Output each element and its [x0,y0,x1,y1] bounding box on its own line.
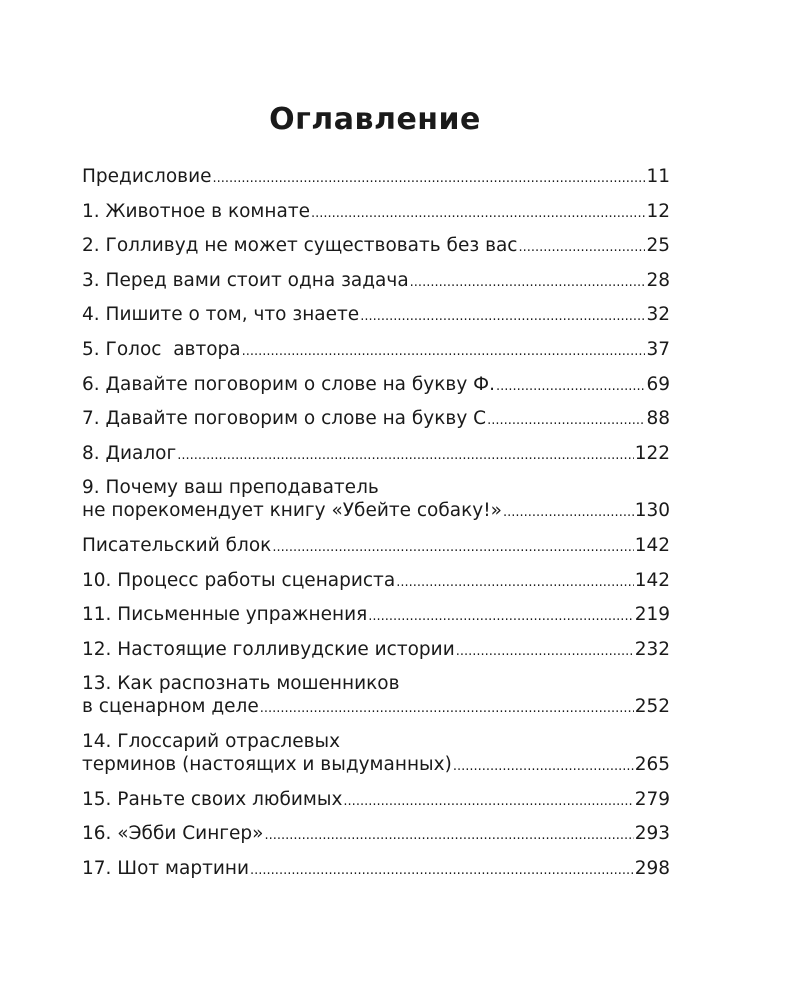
toc-entry-title: Предисловие [82,166,212,187]
dot-leader [242,340,646,363]
toc-line [82,534,670,559]
toc-entry [82,407,670,432]
toc-entry-title: 5. Голос автора [82,338,241,360]
table-of-contents [82,165,670,891]
dot-leader [177,444,633,467]
toc-entry-page: 293 [634,823,670,845]
toc-line [82,603,670,628]
toc-entry-title: 12. Настоящие голливудские истории [82,638,455,660]
dot-leader [360,305,645,328]
toc-line [82,499,670,524]
toc-entry-title-first-line: 13. Как распознать мошенников [82,673,400,695]
toc-entry-page: 252 [634,696,670,718]
dot-leader [272,536,633,559]
dot-leader [518,236,645,259]
toc-entry-title: в сценарном деле [82,696,259,718]
dot-leader [453,755,634,778]
toc-entry [82,476,670,524]
dot-leader [264,824,633,847]
toc-entry-title-first-line: 9. Почему ваш преподаватель [82,477,379,499]
toc-entry-title-first-line: 14. Глоссарий отраслевых [82,730,341,752]
toc-entry-page: 142 [634,534,670,556]
toc-entry-page: 219 [634,604,670,626]
toc-entry-title: терминов (настоящих и выдуманных) [82,753,452,775]
toc-entry [82,638,670,663]
toc-entry-page: 122 [634,442,670,464]
toc-entry-title: 7. Давайте поговорим о слове на букву С [82,408,487,430]
dot-leader [456,640,634,663]
toc-entry-page: 142 [634,569,670,591]
toc-line [82,200,670,225]
toc-entry-title: 16. «Эбби Сингер» [82,823,264,845]
toc-entry-title: 17. Шот мартини [82,857,250,879]
toc-entry-page: 298 [634,857,670,879]
toc-entry [82,534,670,559]
toc-entry-title: 15. Раньте своих любимых [82,788,343,810]
toc-entry-title: не порекомендует книгу «Убейте собаку!» [82,500,502,522]
toc-line [82,234,670,259]
toc-line [82,569,670,594]
toc-entry-page: 265 [634,753,670,775]
toc-line [82,303,670,328]
toc-line [82,373,670,398]
toc-entry-page: 88 [646,408,670,430]
toc-line [82,753,670,778]
toc-entry-page: 28 [646,269,670,291]
toc-entry [82,569,670,594]
toc-entry [82,200,670,225]
dot-leader [250,859,634,882]
toc-line [82,788,670,813]
toc-entry [82,269,670,294]
toc-line [82,822,670,847]
toc-entry-title: 6. Давайте поговорим о слове на букву Ф. [82,373,495,395]
toc-entry-page: 25 [646,235,670,257]
toc-entry-page: 130 [634,500,670,522]
toc-line [82,165,670,190]
dot-leader [496,375,645,398]
toc-line [82,695,670,720]
toc-entry-page: 12 [646,200,670,222]
toc-entry [82,303,670,328]
toc-entry [82,234,670,259]
toc-line [82,442,670,467]
toc-entry-title: 8. Диалог [82,442,177,464]
toc-line [82,338,670,363]
toc-line [82,638,670,663]
toc-line [82,269,670,294]
dot-leader [260,697,634,720]
toc-entry-title: 2. Голливуд не может существовать без вас [82,235,518,257]
toc-entry [82,442,670,467]
dot-leader [368,605,633,628]
toc-entry-title: 11. Письменные упражнения [82,604,368,626]
toc-entry-page: 11 [646,166,670,187]
toc-entry-page: 69 [646,373,670,395]
dot-leader [212,167,645,190]
toc-entry [82,788,670,813]
toc-entry-title: 3. Перед вами стоит одна задача [82,269,409,291]
dot-leader [343,790,633,813]
toc-entry [82,603,670,628]
toc-entry-page: 279 [634,788,670,810]
toc-entry-page: 232 [634,638,670,660]
toc-entry-page: 32 [646,304,670,326]
dot-leader [396,571,634,594]
dot-leader [410,271,646,294]
dot-leader [311,202,645,225]
toc-entry-page: 37 [646,338,670,360]
toc-entry [82,338,670,363]
toc-entry [82,165,670,190]
toc-entry [82,857,670,882]
toc-entry [82,672,670,720]
toc-line [82,407,670,432]
toc-line [82,857,670,882]
toc-entry-title: Писательский блок [82,534,272,556]
dot-leader [487,409,645,432]
toc-entry [82,822,670,847]
toc-entry-title: 1. Животное в комнате [82,200,310,222]
toc-entry-title: 4. Пишите о том, что знаете [82,304,360,326]
dot-leader [503,501,634,524]
page-title: Оглавление [269,102,481,137]
toc-entry-title: 10. Процесс работы сценариста [82,569,396,591]
toc-entry [82,373,670,398]
toc-entry [82,730,670,778]
